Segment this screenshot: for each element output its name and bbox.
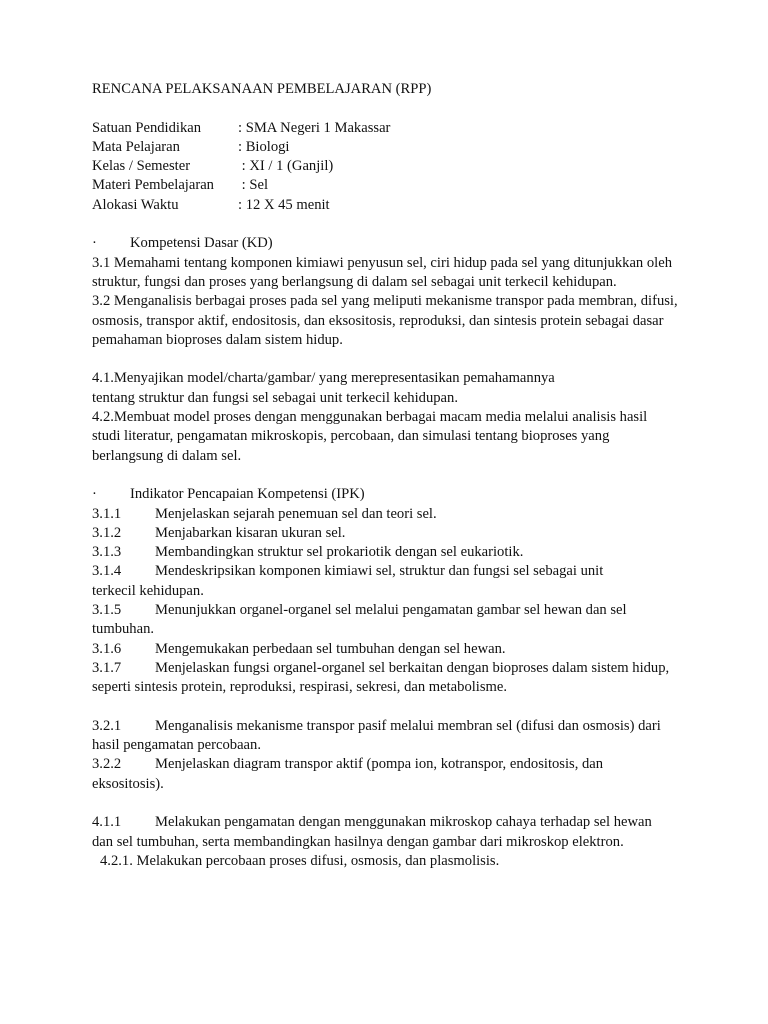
- indicator-row: [92, 601, 667, 640]
- indicator-number: 3.1.5: [92, 602, 122, 619]
- indicator-number: 4.1.1: [92, 814, 122, 831]
- meta-label: Satuan Pendidikan: [92, 119, 202, 136]
- meta-label: Mata Pelajaran: [92, 138, 180, 155]
- indicator-text: Menjabarkan kisaran ukuran sel.: [155, 524, 346, 541]
- meta-block: [92, 119, 692, 215]
- ipk-group-3-1: [92, 505, 692, 698]
- ipk-heading-row: [92, 485, 692, 504]
- indicator-text: Mengemukakan perbedaan sel tumbuhan dengan sel hewan.: [155, 640, 506, 657]
- indicator-number: 3.2.1: [92, 717, 122, 734]
- indicator-row: [92, 640, 692, 659]
- kd-item: 4.2.Membuat model proses dengan menggunakan berbagai macam media melalui analisis hasil studi literatur, pengamatan mikroskopis, percobaan, dan simulasi tentang bioproses yang berlangsung di dalam sel.: [92, 409, 648, 464]
- meta-row: [92, 119, 692, 138]
- indicator-number: 3.2.2: [92, 756, 122, 773]
- kd-item: 4.1.Menyajikan model/charta/gambar/ yang merepresentasikan pemahamannya tentang struktur dan fungsi sel sebagai unit terkecil kehidupan.: [92, 370, 555, 406]
- meta-row: [92, 138, 692, 157]
- indicator-number: 3.1.2: [92, 524, 122, 541]
- meta-row: [92, 176, 692, 195]
- document-title: RENCANA PELAKSANAAN PEMBELAJARAN (RPP): [92, 81, 432, 97]
- indicator-row: [92, 755, 652, 794]
- meta-row: [92, 196, 692, 215]
- indicator-number: 3.1.4: [92, 563, 122, 580]
- indicator-number: 3.1.6: [92, 640, 122, 657]
- meta-row: [92, 157, 692, 176]
- ipk-last-item: 4.2.1. Melakukan percobaan proses difusi, osmosis, dan plasmolisis.: [100, 852, 500, 869]
- indicator-number: 3.1.7: [92, 659, 122, 676]
- indicator-text: Menjelaskan diagram transpor aktif (pompa ion, kotranspor, endositosis, dan eksositosis).: [92, 756, 604, 792]
- indicator-text: Menjelaskan sejarah penemuan sel dan teori sel.: [155, 505, 437, 522]
- indicator-text: Menjelaskan fungsi organel-organel sel berkaitan dengan bioproses dalam sistem hidup, seperti sintesis protein, reproduksi, respirasi, sekresi, dan metabolisme.: [92, 659, 670, 696]
- ipk-heading: Indikator Pencapaian Kompetensi (IPK): [130, 486, 365, 503]
- meta-label: Kelas / Semester: [92, 158, 191, 175]
- bullet-mark: ·: [92, 486, 97, 503]
- bullet-mark: ·: [92, 235, 97, 252]
- indicator-row: [92, 543, 692, 562]
- indicator-row: [92, 524, 692, 543]
- meta-value: : 12 X 45 menit: [238, 196, 330, 213]
- kd-item: 3.2 Menganalisis berbagai proses pada sel yang meliputi mekanisme transpor pada membran, difusi, osmosis, transpor aktif, endositosis, dan eksositosis, reproduksi, dan sintesis protein sebagai dasar pemahaman bioproses dalam sistem hidup.: [92, 293, 678, 348]
- indicator-row: [92, 505, 692, 524]
- meta-value: : Biologi: [238, 138, 290, 155]
- meta-label: Alokasi Waktu: [92, 196, 179, 213]
- document-page: [92, 80, 692, 871]
- indicator-text: Menganalisis mekanisme transpor pasif melalui membran sel (difusi dan osmosis) dari hasil pengamatan percobaan.: [92, 717, 661, 754]
- indicator-row: [92, 562, 637, 601]
- kd-heading-row: [92, 234, 692, 253]
- indicator-row: [92, 813, 657, 852]
- indicator-number: 3.1.3: [92, 544, 122, 561]
- meta-label: Materi Pembelajaran: [92, 177, 214, 194]
- meta-value: : SMA Negeri 1 Makassar: [238, 119, 391, 136]
- kd-item: 3.1 Memahami tentang komponen kimiawi penyusun sel, ciri hidup pada sel yang ditunjukkan oleh struktur, fungsi dan proses yang berlangsung di dalam sel sebagai unit terkecil kehidupan.: [92, 254, 672, 290]
- indicator-text: Menunjukkan organel-organel sel melalui pengamatan gambar sel hewan dan sel tumbuhan.: [92, 602, 627, 638]
- indicator-row: [92, 717, 672, 756]
- indicator-text: Melakukan pengamatan dengan menggunakan mikroskop cahaya terhadap sel hewan dan sel tumbuhan, serta membandingkan hasilnya dengan gambar dari mikroskop elektron.: [92, 814, 652, 850]
- ipk-group-3-2: [92, 717, 692, 794]
- indicator-number: 3.1.1: [92, 505, 122, 522]
- ipk-group-4-1: [92, 813, 692, 852]
- indicator-text: Membandingkan struktur sel prokariotik dengan sel eukariotik.: [155, 544, 524, 561]
- meta-value: : XI / 1 (Ganjil): [238, 158, 334, 175]
- meta-value: : Sel: [238, 177, 268, 194]
- indicator-text: Mendeskripsikan komponen kimiawi sel, struktur dan fungsi sel sebagai unit terkecil kehidupan.: [92, 563, 604, 599]
- indicator-row: [92, 659, 672, 698]
- kd-heading: Kompetensi Dasar (KD): [130, 235, 273, 252]
